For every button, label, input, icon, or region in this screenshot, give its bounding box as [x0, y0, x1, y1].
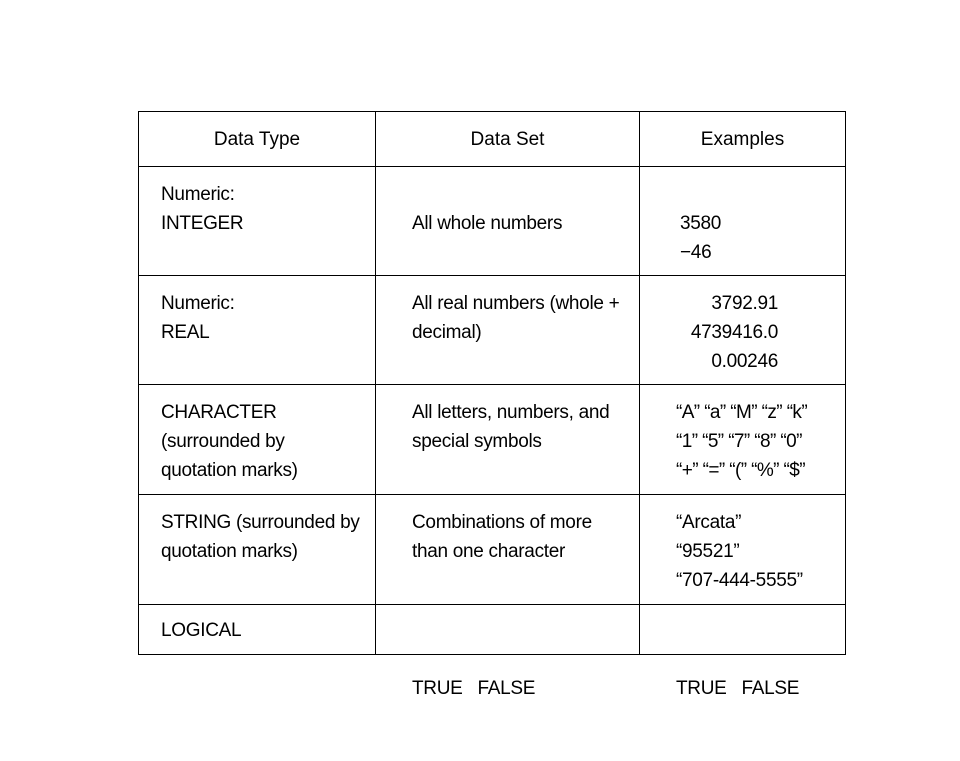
example-line: 4739416.0: [690, 322, 778, 343]
set-line: All letters, numbers, and: [412, 402, 610, 423]
type-line: LOGICAL: [161, 620, 242, 641]
type-line: Numeric:: [161, 293, 235, 314]
header-data-type: [139, 112, 376, 167]
row-logical-examples: [640, 605, 845, 699]
example-line: “+” “=” “(” “%” “$”: [676, 460, 805, 481]
row-string-set: [376, 495, 640, 605]
row-character-set: [376, 385, 640, 495]
row-string-type: [139, 495, 376, 605]
set-line: Combinations of more: [412, 512, 592, 533]
row-real-set: [376, 276, 640, 385]
data-types-table: [138, 111, 846, 699]
type-line: REAL: [161, 322, 210, 343]
type-line: quotation marks): [161, 541, 298, 562]
type-line: CHARACTER: [161, 402, 277, 423]
example-line: −46: [680, 242, 712, 263]
row-real-type: [139, 276, 376, 385]
example-line: “Arcata”: [676, 512, 742, 533]
row-integer-set: [376, 167, 640, 276]
row-integer-type: [139, 167, 376, 276]
set-line: than one character: [412, 541, 566, 562]
set-line: special symbols: [412, 431, 542, 452]
header-data-set-label: Data Set: [470, 128, 545, 150]
set-line: decimal): [412, 322, 482, 343]
example-line: 0.00246: [711, 351, 778, 372]
row-logical-type: [139, 605, 376, 654]
header-examples: [640, 112, 845, 167]
example-line: 3792.91: [711, 293, 778, 314]
example-line: TRUE FALSE: [676, 678, 800, 699]
row-character-type: [139, 385, 376, 495]
type-line: (surrounded by: [161, 431, 285, 452]
header-data-set: [376, 112, 640, 167]
set-line: All whole numbers: [412, 213, 563, 234]
type-line: Numeric:: [161, 184, 235, 205]
example-line: “707-444-5555”: [676, 570, 803, 591]
example-line: 3580: [680, 213, 722, 234]
row-string-examples: [640, 495, 845, 605]
example-line: “95521”: [676, 541, 740, 562]
row-real-examples: [640, 276, 845, 385]
row-logical-set: [376, 605, 640, 699]
type-line: quotation marks): [161, 460, 298, 481]
header-examples-label: Examples: [700, 128, 785, 150]
type-line: INTEGER: [161, 213, 244, 234]
row-integer-examples: [640, 167, 845, 276]
example-line: “1” “5” “7” “8” “0”: [676, 431, 802, 452]
row-character-examples: [640, 385, 845, 495]
header-data-type-label: Data Type: [213, 128, 301, 150]
type-line: STRING (surrounded by: [161, 512, 360, 533]
example-line: “A” “a” “M” “z” “k”: [676, 402, 808, 423]
set-line: TRUE FALSE: [412, 678, 536, 699]
set-line: All real numbers (whole +: [412, 293, 620, 314]
